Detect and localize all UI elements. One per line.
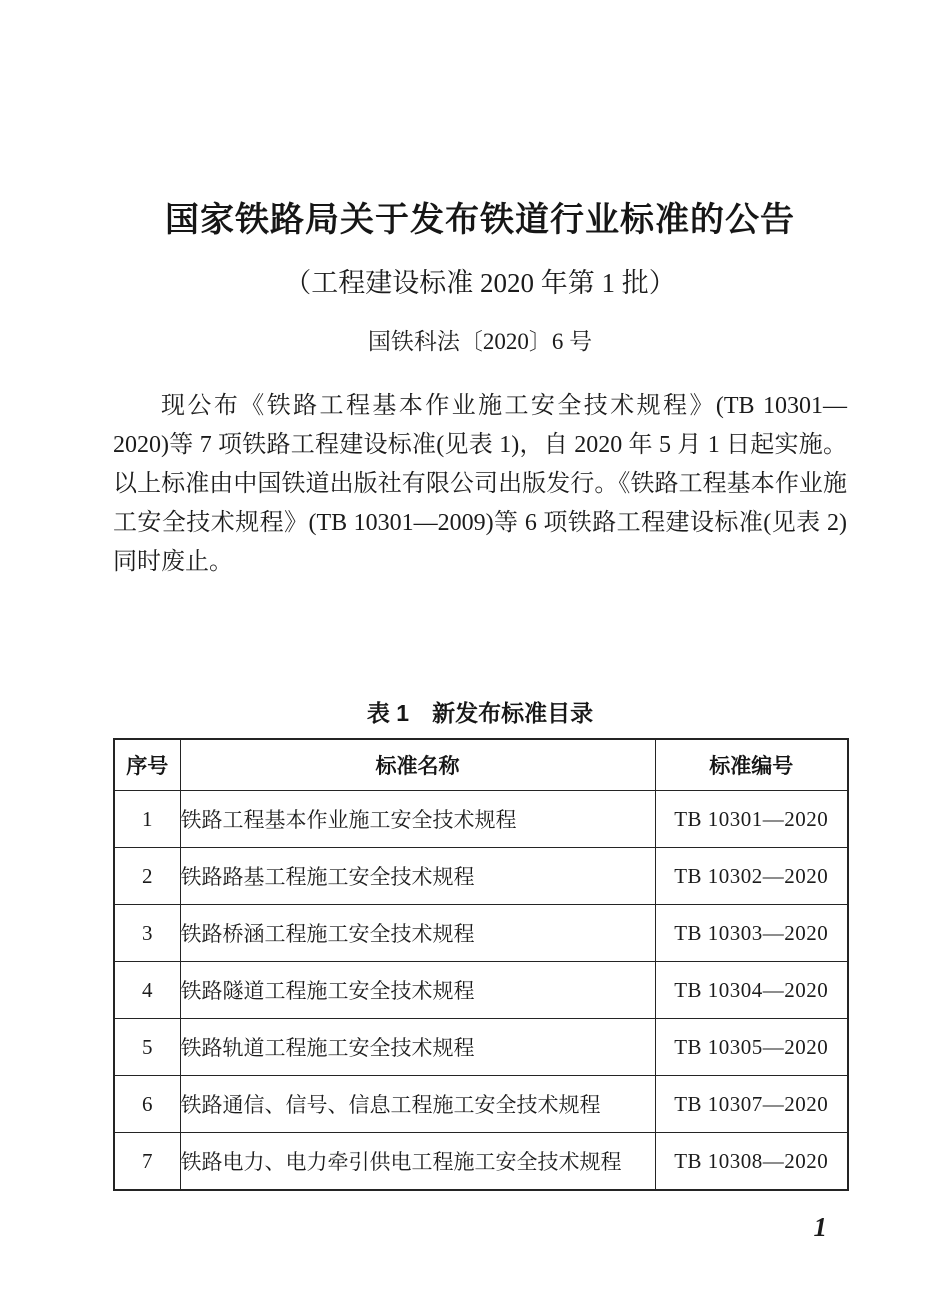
row-seq: 4 (114, 962, 180, 1019)
page-title: 国家铁路局关于发布铁道行业标准的公告 (165, 201, 795, 239)
table-row (114, 791, 848, 848)
row-name: 铁路电力、电力牵引供电工程施工安全技术规程 (180, 1133, 655, 1191)
row-name: 铁路轨道工程施工安全技术规程 (180, 1019, 655, 1076)
standards-table (113, 738, 849, 1191)
row-code: TB 10302—2020 (655, 848, 848, 905)
body-paragraph: 现公布《铁路工程基本作业施工安全技术规程》(TB 10301—2020)等 7 项铁路工程建设标准(见表 1)，自 2020 年 5 月 1 日起实施。以上标准由中国铁道出版社有限公司出版发行。《铁路工程基本作业施工安全技术规程》(TB 10301—2009)等 6 项铁路工程建设标准(见表 2)同时废止。 (113, 393, 847, 575)
table-row (114, 1133, 848, 1191)
row-seq: 1 (114, 791, 180, 848)
row-name: 铁路桥涵工程施工安全技术规程 (180, 905, 655, 962)
table-caption: 表 1 新发布标准目录 (366, 700, 594, 726)
page-number: 1 (813, 1212, 827, 1242)
row-name: 铁路隧道工程施工安全技术规程 (180, 962, 655, 1019)
row-seq: 5 (114, 1019, 180, 1076)
row-code: TB 10304—2020 (655, 962, 848, 1019)
table-row (114, 1019, 848, 1076)
doc-subtitle: （工程建设标准 2020 年第 1 批） (284, 268, 676, 298)
row-code: TB 10301—2020 (655, 791, 848, 848)
row-seq: 7 (114, 1133, 180, 1191)
row-seq: 6 (114, 1076, 180, 1133)
row-name: 铁路路基工程施工安全技术规程 (180, 848, 655, 905)
row-name: 铁路工程基本作业施工安全技术规程 (180, 791, 655, 848)
col-header-name: 标准名称 (180, 739, 655, 791)
table-row (114, 905, 848, 962)
row-seq: 3 (114, 905, 180, 962)
row-seq: 2 (114, 848, 180, 905)
col-header-seq: 序号 (114, 739, 180, 791)
table-header-row (114, 739, 848, 791)
row-code: TB 10305—2020 (655, 1019, 848, 1076)
row-code: TB 10307—2020 (655, 1076, 848, 1133)
row-name: 铁路通信、信号、信息工程施工安全技术规程 (180, 1076, 655, 1133)
row-code: TB 10308—2020 (655, 1133, 848, 1191)
table-row (114, 962, 848, 1019)
col-header-code: 标准编号 (655, 739, 848, 791)
row-code: TB 10303—2020 (655, 905, 848, 962)
table-row (114, 848, 848, 905)
table-row (114, 1076, 848, 1133)
doc-number: 国铁科法〔2020〕6 号 (367, 329, 593, 354)
